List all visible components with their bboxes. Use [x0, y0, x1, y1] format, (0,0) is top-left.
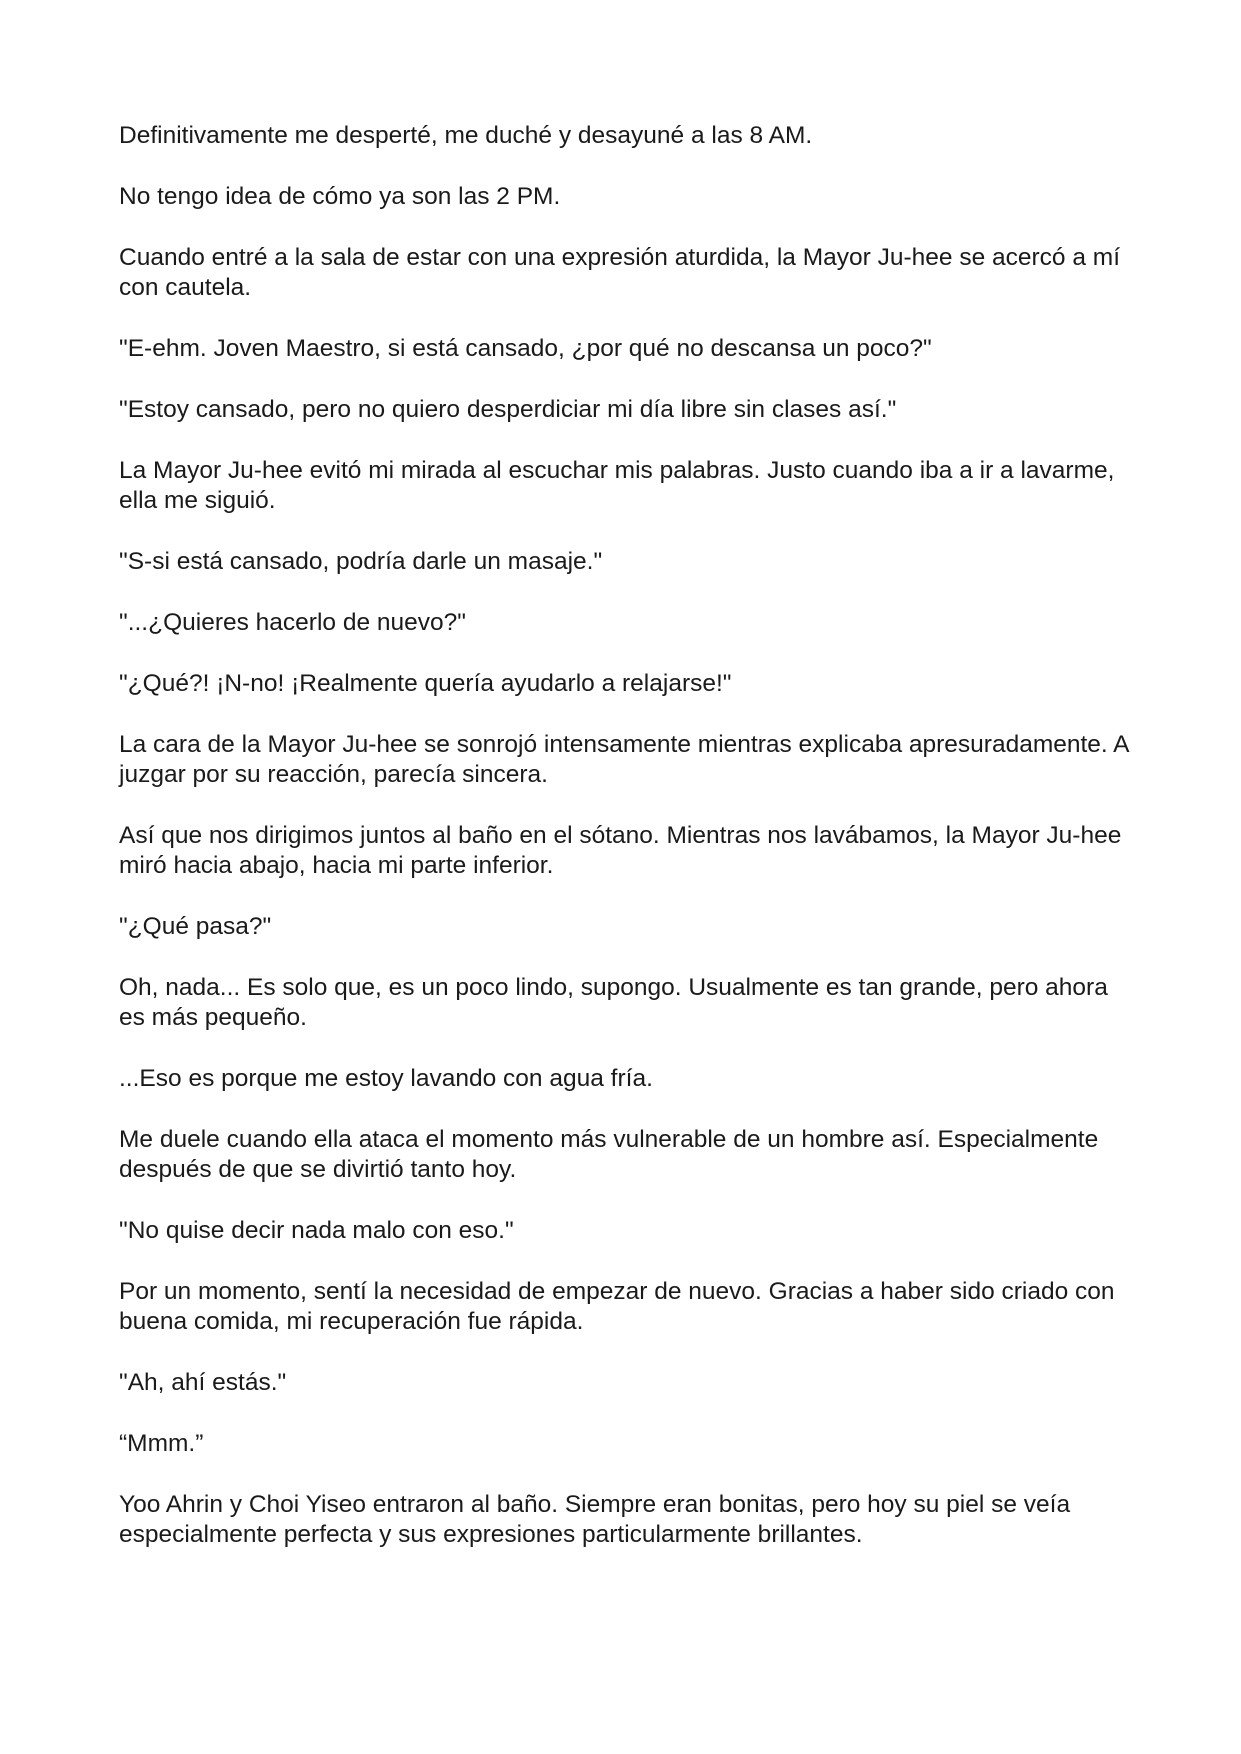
paragraph: Yoo Ahrin y Choi Yiseo entraron al baño. Siempre eran bonitas, pero hoy su piel se veía especialmente perfecta y sus expresiones particularmente brillantes.: [119, 1491, 1071, 1548]
paragraph: ...Eso es porque me estoy lavando con agua fría.: [119, 1065, 653, 1092]
paragraph: Cuando entré a la sala de estar con una expresión aturdida, la Mayor Ju-hee se acercó a mí con cautela.: [119, 244, 1120, 301]
paragraph: Me duele cuando ella ataca el momento más vulnerable de un hombre así. Especialmente después de que se divirtió tanto hoy.: [119, 1126, 1099, 1183]
paragraph: "¿Qué?! ¡N-no! ¡Realmente quería ayudarlo a relajarse!": [119, 670, 732, 697]
paragraph: La Mayor Ju-hee evitó mi mirada al escuchar mis palabras. Justo cuando iba a ir a lavarme, ella me siguió.: [119, 457, 1115, 514]
paragraph: "S-si está cansado, podría darle un masaje.": [119, 548, 603, 575]
paragraph: "No quise decir nada malo con eso.": [119, 1217, 514, 1244]
paragraph: "E-ehm. Joven Maestro, si está cansado, ¿por qué no descansa un poco?": [119, 335, 932, 362]
document-body: [119, 121, 1139, 1581]
paragraph: Oh, nada... Es solo que, es un poco lindo, supongo. Usualmente es tan grande, pero ahora es más pequeño.: [119, 974, 1108, 1031]
paragraph: "¿Qué pasa?": [119, 913, 272, 940]
paragraph: "Ah, ahí estás.": [119, 1369, 287, 1396]
paragraph: La cara de la Mayor Ju-hee se sonrojó intensamente mientras explicaba apresuradamente. A juzgar por su reacción, parecía sincera.: [119, 731, 1129, 788]
paragraph: "Estoy cansado, pero no quiero desperdiciar mi día libre sin clases así.": [119, 396, 897, 423]
paragraph: "...¿Quieres hacerlo de nuevo?": [119, 609, 466, 636]
paragraph: Por un momento, sentí la necesidad de empezar de nuevo. Gracias a haber sido criado con buena comida, mi recuperación fue rápida.: [119, 1278, 1115, 1335]
paragraph: Así que nos dirigimos juntos al baño en el sótano. Mientras nos lavábamos, la Mayor Ju-hee miró hacia abajo, hacia mi parte inferior.: [119, 822, 1122, 879]
paragraph: Definitivamente me desperté, me duché y desayuné a las 8 AM.: [119, 122, 813, 149]
paragraph: No tengo idea de cómo ya son las 2 PM.: [119, 183, 561, 210]
paragraph: “Mmm.”: [119, 1430, 204, 1457]
